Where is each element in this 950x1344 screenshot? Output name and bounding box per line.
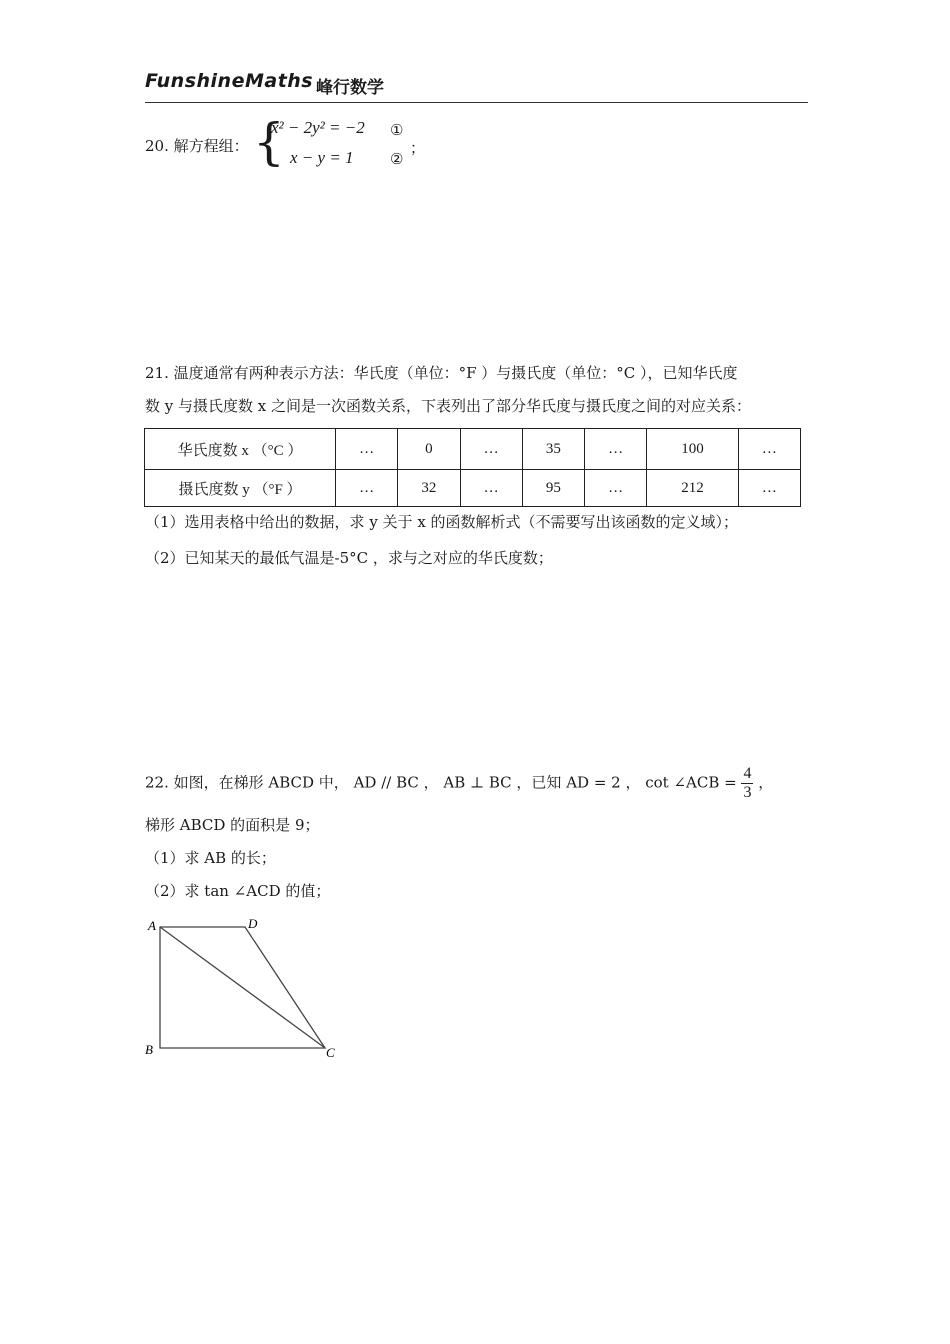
table-cell: … [336,429,398,470]
q22-fraction [741,765,753,802]
q22-line-1-text: 22. 如图，在梯形 ABCD 中， AD // BC ， AB ⊥ BC ，已知 AD = 2 ， cot ∠ACB = [145,773,737,792]
vertex-label-d: D [248,916,258,931]
fraction-denominator: 3 [743,784,752,801]
table-row-head: 华氏度数 x （°C ） [145,429,336,470]
table-cell: 35 [522,429,584,470]
q21-temperature-table [144,428,801,507]
brand-chinese-name: 峰行数学 [316,78,384,98]
table-cell: 212 [647,470,738,507]
table-cell: … [460,429,522,470]
table-row-celsius [145,429,801,470]
q20-prefix: 20. 解方程组： [145,137,249,155]
vertex-label-a: A [148,918,156,933]
q22-part-1: （1）求 AB 的长； [145,849,276,867]
table-row-fahrenheit [145,470,801,507]
q22-line-2: 梯形 ABCD 的面积是 9； [145,816,320,834]
table-cell: … [738,470,800,507]
q20-mark-2: ② [390,150,404,168]
trapezoid-figure [140,910,350,1065]
q21-line-1: 21. 温度通常有两种表示方法：华氏度（单位：°F ）与摄氏度（单位：°C ），已知华氏度 [145,364,738,382]
q21-line-2: 数 y 与摄氏度数 x 之间是一次函数关系，下表列出了部分华氏度与摄氏度之间的对应关系： [145,397,752,415]
table-cell: … [738,429,800,470]
q20-brace: { [253,113,285,171]
fraction-numerator: 4 [743,765,752,782]
vertex-label-c: C [326,1045,335,1060]
table-cell: 95 [522,470,584,507]
table-cell: … [336,470,398,507]
q21-part-2: （2）已知某天的最低气温是-5°C ，求与之对应的华氏度数； [145,549,553,567]
table-cell: … [460,470,522,507]
vertex-label-b: B [145,1042,153,1057]
table-row-head: 摄氏度数 y （°F ） [145,470,336,507]
q20-equation-1: x² − 2y² = −2 [271,118,365,137]
table-cell: 100 [647,429,738,470]
table-cell: 0 [398,429,460,470]
q22-line-1 [145,765,773,802]
q20-equation-2: x − y = 1 [290,148,354,167]
table-cell: … [585,470,647,507]
brand-logo-text: FunshineMaths [145,70,314,92]
table-cell: … [585,429,647,470]
q22-line-1-end: ， [758,773,774,792]
table-cell: 32 [398,470,460,507]
q20-suffix: ； [410,139,426,157]
header-divider [145,102,808,103]
q22-part-2: （2）求 tan ∠ACD 的值； [145,882,331,900]
q21-part-1: （1）选用表格中给出的数据，求 y 关于 x 的函数解析式（不需要写出该函数的定义域）； [145,513,739,531]
diagonal-ac [160,927,325,1048]
q20-mark-1: ① [390,121,404,139]
